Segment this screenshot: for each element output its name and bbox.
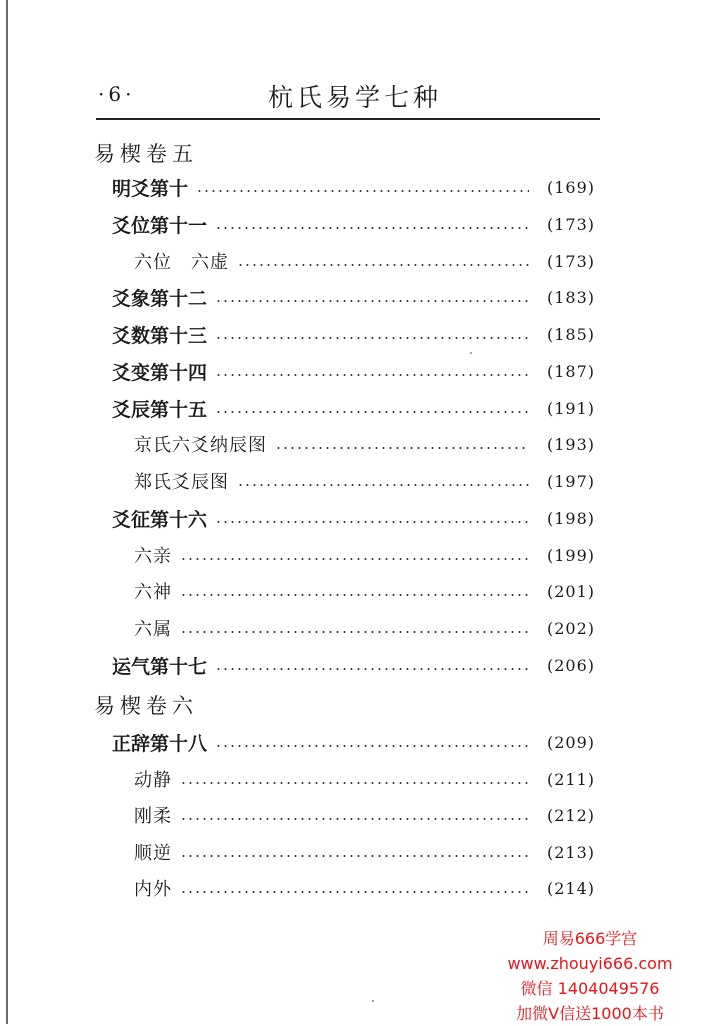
watermark-line-4: 加微V信送1000本书: [516, 1004, 664, 1023]
toc-entry[interactable]: [112, 282, 595, 312]
scan-speck: [470, 352, 472, 354]
toc-entry-label: 爻辰第十五: [112, 398, 208, 421]
page-edge: [6, 0, 8, 1024]
leader-dots: [180, 818, 529, 820]
toc-entry-label: 爻象第十二: [112, 287, 208, 310]
toc-entry-page: (169): [546, 177, 595, 197]
toc-entry[interactable]: [112, 727, 595, 757]
leader-dots: [196, 190, 529, 192]
toc-entry-page: (185): [546, 324, 595, 344]
toc-entry[interactable]: [112, 209, 595, 239]
toc-entry-label: 明爻第十: [112, 177, 189, 200]
toc-entry-page: (214): [546, 878, 595, 898]
leader-dots: [215, 668, 529, 670]
toc-entry-page: (183): [546, 287, 595, 307]
toc-entry-page: (198): [546, 508, 595, 528]
toc-entry-page: (187): [546, 361, 595, 381]
toc-entry-label: 顺逆: [134, 843, 172, 864]
toc-entry[interactable]: [112, 393, 595, 423]
leader-dots: [180, 782, 529, 784]
toc-entry[interactable]: [134, 873, 595, 903]
leader-dots: [180, 631, 529, 633]
leader-dots: [215, 374, 529, 376]
leader-dots: [180, 594, 529, 596]
book-title: 杭氏易学七种: [268, 83, 443, 112]
toc-entry[interactable]: [134, 576, 595, 606]
toc-entry[interactable]: [134, 837, 595, 867]
toc-entry[interactable]: [134, 800, 595, 830]
toc-entry-label: 爻位第十一: [112, 214, 208, 237]
volume-title-6: 易楔卷六: [94, 694, 198, 718]
toc-entry-label: 爻变第十四: [112, 361, 208, 384]
toc-entry-label: 爻数第十三: [112, 324, 208, 347]
toc-entry-page: (193): [546, 434, 595, 454]
toc-entry[interactable]: [134, 246, 595, 276]
toc-entry-page: (201): [546, 581, 595, 601]
toc-entry-page: (211): [546, 769, 595, 789]
toc-entry-page: (173): [546, 251, 595, 271]
toc-entry-page: (197): [546, 471, 595, 491]
toc-entry[interactable]: [112, 356, 595, 386]
leader-dots: [215, 300, 529, 302]
toc-entry-label: 内外: [134, 879, 172, 900]
leader-dots: [215, 337, 529, 339]
watermark-line-1: 周易666学宫: [542, 929, 638, 948]
toc-entry-label: 动静: [134, 770, 172, 791]
toc-entry-page: (213): [546, 842, 595, 862]
leader-dots: [237, 484, 529, 486]
page-number: ·6·: [98, 82, 136, 106]
toc-entry-label: 爻征第十六: [112, 508, 208, 531]
toc-entry-page: (173): [546, 214, 595, 234]
leader-dots: [180, 558, 529, 560]
toc-entry-page: (212): [546, 805, 595, 825]
toc-entry-page: (209): [546, 732, 595, 752]
page-header: [98, 82, 598, 118]
toc-entry[interactable]: [112, 319, 595, 349]
volume-title-5: 易楔卷五: [94, 142, 198, 166]
header-rule: [96, 118, 600, 120]
leader-dots: [180, 855, 529, 857]
toc-entry[interactable]: [134, 764, 595, 794]
toc-entry-label: 六亲: [134, 546, 172, 567]
leader-dots: [215, 521, 529, 523]
toc-entry-page: (191): [546, 398, 595, 418]
watermark-line-2: www.zhouyi666.com: [507, 954, 673, 973]
toc-entry-label: 运气第十七: [112, 655, 208, 678]
toc-entry[interactable]: [134, 429, 595, 459]
leader-dots: [275, 447, 529, 449]
toc-entry[interactable]: [112, 172, 595, 202]
toc-entry-label: 刚柔: [134, 806, 172, 827]
toc-entry[interactable]: [134, 466, 595, 496]
scan-speck: [372, 1000, 374, 1002]
toc-entry[interactable]: [134, 613, 595, 643]
leader-dots: [237, 264, 529, 266]
leader-dots: [215, 411, 529, 413]
toc-entry-label: 正辞第十八: [112, 732, 208, 755]
toc-entry-page: (206): [546, 655, 595, 675]
watermark-line-3: 微信 1404049576: [520, 979, 660, 998]
toc-entry-page: (199): [546, 545, 595, 565]
toc-entry[interactable]: [112, 650, 595, 680]
toc-entry[interactable]: [112, 503, 595, 533]
toc-entry-label: 六位 六虚: [134, 252, 229, 273]
leader-dots: [215, 227, 529, 229]
toc-entry-label: 六属: [134, 619, 172, 640]
toc-entry-label: 郑氏爻辰图: [134, 472, 229, 493]
toc-entry-label: 六神: [134, 582, 172, 603]
leader-dots: [215, 745, 529, 747]
toc-entry-label: 京氏六爻纳辰图: [134, 435, 267, 456]
watermark: [485, 926, 695, 1026]
toc-entry-page: (202): [546, 618, 595, 638]
toc-entry[interactable]: [134, 540, 595, 570]
leader-dots: [180, 891, 529, 893]
